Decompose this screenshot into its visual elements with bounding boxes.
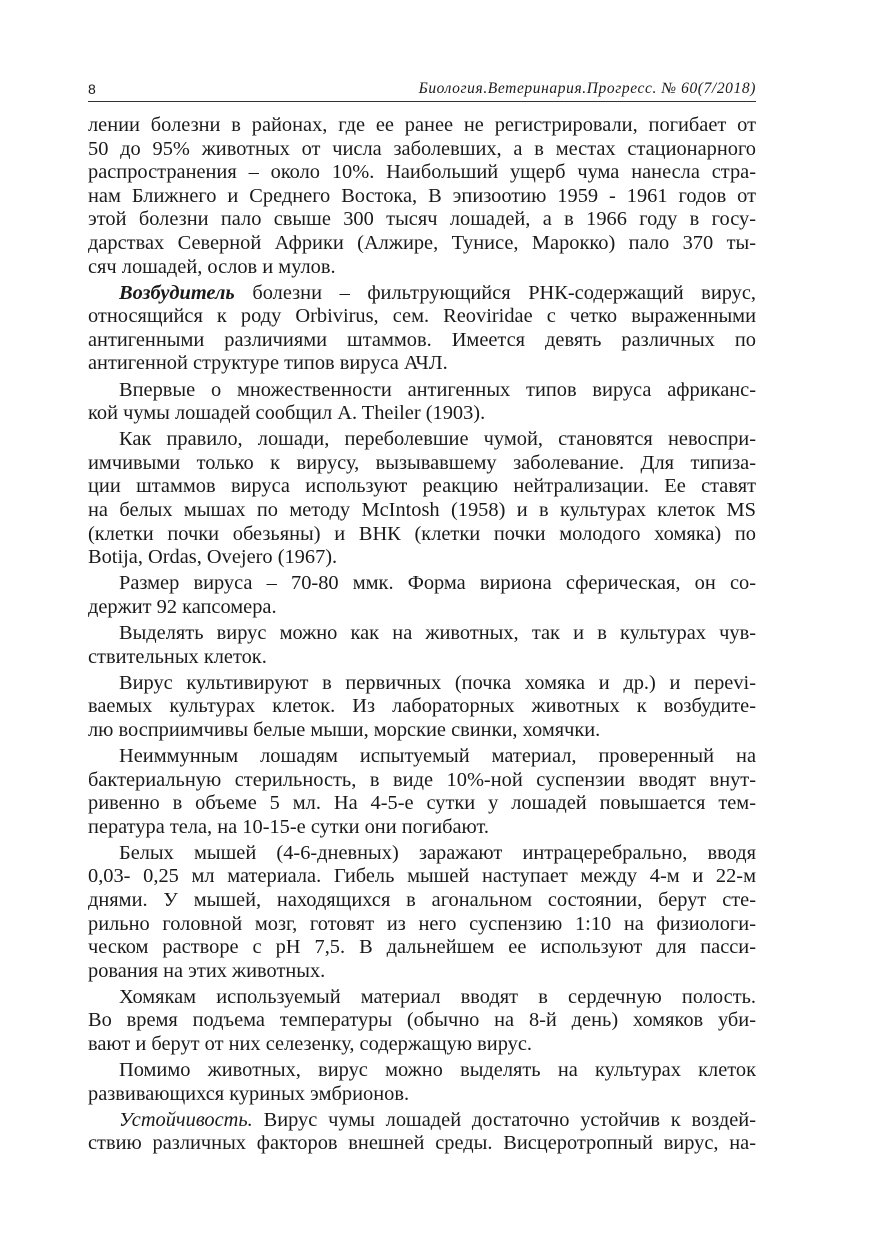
text-line: дарствах Северной Африки (Алжире, Тунисе, Марокко) пало 370 ты- (88, 231, 756, 254)
text-line (88, 282, 756, 306)
page-number: 8 (88, 81, 96, 97)
text-line: днями. У мышей, находящихся в агональном состоянии, берут сте- (88, 889, 756, 911)
text-line (88, 1109, 756, 1133)
text-line: кой чумы лошадей сообщил A. Theiler (1903). (88, 402, 486, 425)
paragraph-pathogen (88, 282, 756, 376)
paragraph-resistance (88, 1109, 756, 1156)
text-line: ции штаммов вируса используют реакцию нейтрализации. Ее ставят (88, 475, 756, 498)
text-line: сяч лошадей, ослов и мулов. (88, 255, 336, 278)
text-line: Botija, Ordas, Ovejero (1967). (88, 546, 338, 569)
text-line: имчивыми только к вирусу, вызывавшему заболевание. Для типиза- (88, 451, 756, 474)
text-line: пература тела, на 10-15-е сутки они погибают. (88, 815, 489, 838)
article-body (88, 114, 756, 1156)
text-line: Белых мышей (4-6-дневных) заражают интрацеребрально, вводя (119, 841, 756, 864)
resistance-term: Устойчивость. (119, 1108, 253, 1131)
text-line: этой болезни пало свыше 300 тысяч лошадей, а в 1966 году в госу- (88, 208, 756, 231)
text-run: болезни – фильтрующийся РНК-содержащий вирус, (234, 281, 756, 304)
running-header (88, 78, 756, 100)
text-line: 50 до 95% животных от числа заболевших, а в местах стационарного (88, 137, 756, 160)
text-line: ческом растворе с рН 7,5. В дальнейшем ее используют для пасси- (88, 936, 756, 959)
paragraph-horses (88, 745, 756, 839)
paragraph-mice (88, 842, 756, 984)
text-line: ствию различных факторов внешней среды. Висцеротропный вирус, на- (88, 1132, 756, 1155)
header-rule (88, 101, 756, 102)
text-line: Вирус культивируют в первичных (почка хомяка и др.) и перevi- (119, 671, 756, 694)
text-line: распространения – около 10%. Наибольший ущерб чума нанесла стра- (88, 161, 756, 184)
text-line: антигенными различиями штаммов. Имеется девять различных по (88, 328, 756, 351)
text-line: (клетки почки обезьяны) и ВНК (клетки почки молодого хомяка) по (88, 522, 756, 545)
text-line: Во время подъема температуры (обычно на 8-й день) хомяков уби- (88, 1009, 756, 1032)
text-line: ривенно в объеме 5 мл. На 4-5-е сутки у лошадей повышается тем- (88, 792, 756, 815)
text-line: бактериальную стерильность, в виде 10%-ной суспензии вводят внут- (88, 768, 756, 791)
paragraph-cultivation (88, 672, 756, 743)
text-line: рильно головной мозг, готовят из него суспензию 1:10 на физиологи- (88, 912, 756, 935)
text-line: лю восприимчивы белые мыши, морские свинки, хомячки. (88, 718, 601, 741)
text-line: вают и берут от них селезенку, содержащую вирус. (88, 1033, 532, 1056)
paragraph-virus-size (88, 572, 756, 619)
text-line: ваемых культурах клеток. Из лабораторных животных к возбудите- (88, 695, 756, 718)
text-line: относящийся к роду Orbivirus, сем. Reoviridae с четко выраженными (88, 305, 756, 328)
text-line: Как правило, лошади, переболевшие чумой, становятся невоспри- (119, 428, 756, 451)
pathogen-term: Возбудитель (119, 281, 235, 304)
text-line: 0,03- 0,25 мл материала. Гибель мышей наступает между 4-м и 22-м (88, 865, 756, 888)
text-line: развивающихся куриных эмбрионов. (88, 1082, 410, 1105)
text-run: Вирус чумы лошадей достаточно устойчив к воздей- (252, 1108, 756, 1131)
paragraph-immunity (88, 428, 756, 570)
text-line: антигенной структуре типов вируса АЧЛ. (88, 352, 448, 375)
paragraph-isolation (88, 622, 756, 669)
text-line: Хомякам используемый материал вводят в сердечную полость. (119, 985, 756, 1008)
text-line: рования на этих животных. (88, 959, 326, 982)
journal-title: Биология.Ветеринария.Прогресс. № 60(7/2018) (418, 80, 756, 97)
paragraph-continuation (88, 114, 756, 279)
text-line: Выделять вирус можно как на животных, так и в культурах чув- (119, 621, 756, 644)
text-line: Размер вируса – 70-80 ммк. Форма вириона сферическая, он со- (119, 572, 756, 595)
text-line: на белых мышах по методу McIntosh (1958) и в культурах клеток MS (88, 499, 756, 521)
paragraph-embryos (88, 1059, 756, 1106)
paragraph-hamsters (88, 986, 756, 1057)
paragraph-antigenic-types (88, 379, 756, 426)
text-line: Неиммунным лошадям испытуемый материал, проверенный на (119, 744, 756, 767)
text-line: ствительных клеток. (88, 645, 267, 668)
text-line: держит 92 капсомера. (88, 595, 277, 618)
text-line: нам Ближнего и Среднего Востока, В эпизоотию 1959 - 1961 годов от (88, 184, 756, 207)
text-line: Впервые о множественности антигенных типов вируса африканс- (119, 378, 756, 401)
text-line: Помимо животных, вирус можно выделять на культурах клеток (119, 1059, 756, 1082)
text-line: лении болезни в районах, где ее ранее не регистрировали, погибает от (88, 114, 756, 136)
